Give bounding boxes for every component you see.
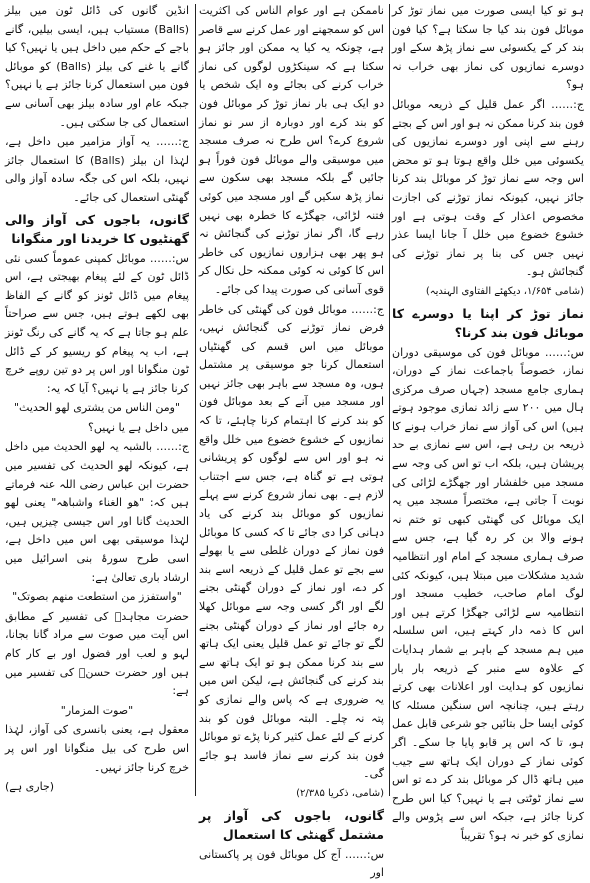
paragraph: میں داخل ہے یا نہیں؟ bbox=[88, 420, 189, 434]
paragraph: حضرت مجاہدؒ کی تفسیر کے مطابق اس آیت میں صوت سے مراد گانا بجانا، لہو و لعب اور فضول اور بے کار کام ہیں اور حضرت حسنؓ کی تفسیر میں ہے: bbox=[5, 609, 189, 698]
paragraph: ہو تو کیا ایسی صورت میں نماز توڑ کر موبائل فون بند کیا جا سکتا ہے؟ کیا فون بند کر کے یکسوئی سے نماز پڑھ سکے اور دوسرے نمازیوں کی نماز بھی خراب نہ ہو؟ bbox=[392, 4, 584, 92]
paragraph: معقول ہے، یعنی بانسری کی آواز، لہٰذا اس طرح کی بیل منگوانا اور اس پر خرچ کرنا جائز نہیں۔ bbox=[5, 723, 189, 774]
column-divider bbox=[195, 4, 196, 796]
column-right bbox=[389, 2, 587, 842]
paragraph: ناممکن ہے اور عوام الناس کی اکثریت اس کو سمجھنے اور عمل کرنے سے قاصر ہے، چونکہ یہ کیا یہ ممکن اور جائز ہو سکتا ہے کہ سینکڑوں لوگوں کی نماز خراب کرنے کی بجائے وہ ایک شخص یا دو ایک ہی بار نماز توڑ کر موبائل فون کو بند کرے اور دوبارہ از سر نو نماز شروع کرے؟ اس طرح نہ صرف مسجد میں موسیقی والے موبائل فون فوراً ہو جائیں گے بلکہ مسجد بھی سکون سے نماز پڑھ سکیں گے اور مسجد میں کوئی فتنہ لڑائی، جھگڑے کا خطرہ بھی نہیں رہے گا، اگر نماز توڑنے کی گنجائش نہ ہو پھر بھی ہزاروں نمازیوں کی خاطر اس کا کوئی نہ کوئی ممکنہ حل نکال کر قوی آسانی کی صورت پیدا کی جائے۔ bbox=[199, 4, 384, 296]
column-middle bbox=[196, 2, 387, 880]
quranic-verse: "واستفزز من استطعت منھم بصوتک" bbox=[12, 590, 182, 604]
column-left bbox=[2, 2, 192, 798]
question-paragraph: انڈین گانوں کی ڈائل ٹون میں بیلز (Balls) مستیاب ہیں، ایسی بیلیں، گانے باجے کے حکم میں داخل ہیں یا نہیں؟ کیا گانے یا غنے کی بیلز (Balls) کو موبائل فون میں استعمال کرنا جائز ہے یا نہیں؟ جبکہ عام اور سادہ بیلز بھی آسانی سے استعمال کی جا سکتی ہیں۔ bbox=[5, 4, 189, 129]
quranic-verse: "ومن الناس من یشتری لھو الحدیث" bbox=[13, 401, 181, 415]
section-heading: نماز توڑ کر اپنا یا دوسرے کا موبائل فون بند کرنا؟ bbox=[392, 305, 584, 340]
reference: (شامی، ذکریا ۲/۳۸۵) bbox=[296, 787, 384, 799]
quranic-verse: "صوت المزمار" bbox=[60, 703, 134, 717]
section-heading: گانوں، باجوں کی آواز والی گھنٹیوں کا خریدنا اور منگوانا bbox=[5, 211, 189, 246]
answer-paragraph: ج:…… یہ آواز مزامیر میں داخل ہے، لہٰذا ان بیلز (Balls) کا استعمال جائز نہیں، بلکہ اس کی جگہ سادہ آواز والی گھنٹی استعمال کی جائے۔ bbox=[5, 135, 189, 204]
question-paragraph: س:…… موبائل فون کی موسیقی دوران نماز، خصوصاً باجماعت نماز کے دوران، ہماری جامع مسجد (جہاں صرف مرکزی ہال میں ۲۰۰ سے زائد نمازی موجود ہوتے ہیں) اس کی آواز سے نماز خراب ہونے کا ذریعہ بن رہی ہے، اس سے نمازی بے حد پریشان ہیں، بلکہ اب تو اس کی وجہ سے مسجد میں خلفشار اور جھگڑے لڑائی کی نوبت آ جاتی ہے، مختصراً مسجد میں یہ ایک موبائل کی گھنٹی کبھی تو ختم نہ ہونے والا بن کر رہ گیا ہے، جس سے صرف ہماری مسجد کے امام اور انتظامیہ شدید مشکلات میں مبتلا ہیں، کیونکہ کئی لوگ امام صاحب، خطیب مسجد اور انتظامیہ سے لڑائی جھگڑا کرتے ہیں اور اس کا ذمہ دار کہتے ہیں، اس سلسلہ میں ہم مسجد کے باہر بے شمار ہدایات کے علاوہ سے منبر کے ذریعہ بار بار نمازیوں کو ہدایت اور اعلانات بھی کرتے رہتے ہیں، چنانچہ اس سنگین مسئلہ کا کوئی ایسا حل بتائیں جو شرعی قابل عمل ہو، تا کہ اس پر قابو پایا جا سکے۔ اگر کوئی نماز کے دوران ایک ہاتھ سے جیب میں ہاتھ ڈال کر موبائل بند کر دے تو اس سے نماز ٹوٹتی ہے یا نہیں؟ کیا اس طرح کرنا جائز ہے، جبکہ اس سے پڑوس والے نمازی کو خبر نہ ہو؟ تقریباً bbox=[392, 345, 584, 842]
continued-note: (جاری ہے) bbox=[5, 780, 55, 794]
answer-paragraph: ج:…… اگر عمل قلیل کے ذریعہ موبائل فون بند کرنا ممکن نہ ہو اور اس کے بجتے رہنے سے اپنی اور دوسرے نمازیوں کی یکسوئی میں خلل واقع ہوتا ہو تو محض اس وجہ سے نماز توڑ کر موبائل بند کرنا جائز نہیں، کیونکہ نماز توڑنے کی اجازت مخصوص اعذار کے وقت ہوتی ہے اور خشوع خضوع میں خلل آ جانا ایسا عذر نہیں جس کی بنا پر نماز توڑنے کی گنجائش ہو۔ bbox=[392, 97, 584, 279]
question-paragraph: س:…… موبائل کمپنی عموماً کسی نئی ڈائل ٹون کے لئے پیغام بھیجتی ہے، اس پیغام میں ڈائل ٹونز کو گانے کے الفاظ بھی لکھے ہوتے ہیں، جس سے صراحتاً علم ہو جاتا ہے کہ یہ گانے کی رنگ ٹونز ہے، اب یہ پیغام کو ریسیو کر کے ڈائل ٹون منگوانا اور اس پر دو تین روپے خرچ کرنا جائز ہے یا نہیں؟ آیا کہ یہ: bbox=[5, 251, 189, 395]
answer-paragraph: ج:…… بالشبہ یہ لھو الحدیث میں داخل ہے، کیونکہ لھو الحدیث کی تفسیر میں حضرت ابن عباس رضی اللہ عنہ فرماتے ہیں کہ: "ھو الغناء واشباھہ" یعنی لھو الحدیث گانا اور اس جیسی چیزیں ہیں، لہٰذا موسیقی بھی اس میں داخل ہے، اسی طرح سورۂ بنی اسرائیل میں ارشاد باری تعالیٰ ہے: bbox=[5, 440, 189, 584]
section-heading: گانوں، باجوں کی آواز پر مشتمل گھنٹی کا استعمال bbox=[199, 807, 384, 842]
column-divider bbox=[389, 4, 390, 796]
question-paragraph: س:…… آج کل موبائل فون پر پاکستانی اور bbox=[199, 847, 384, 880]
answer-paragraph: ج:…… موبائل فون کی گھنٹی کی خاطر فرض نماز توڑنے کی گنجائش نہیں، موبائل میں اس قسم کی گھنٹیاں استعمال کرنا جو موسیقی پر مشتمل ہوں، وہ مسجد سے باہر بھی جائز نہیں اور مسجد میں آنے کے بعد موبائل فون کو بند کرنے کا اہتمام کرنا چاہئے، تا کہ نمازیوں کے خشوع خضوع میں خلل واقع نہ ہو اور اس سے لوگوں کو پریشانی ہوتی ہے تو گناہ ہے، جس سے اجتناب لازم ہے۔ بھی نماز شروع کرنے سے پہلے نمازیوں کو موبائل بند کرنے کی یاد دہانی کرا دی جائے تا کہ کسی کا موبائل فون نماز کے دوران غلطی سے یا بھولے سے بجے تو عمل قلیل کے ذریعہ اسے بند کر دے، اور نماز کے دوران گھنٹی بجنے لگے اور اگر کسی وجہ سے موبائل کھلا رہ جائے اور نماز کے دوران گھنٹی بجنے لگے تو جائے تو عمل قلیل یعنی ایک ہاتھ سے بند کرنا ممکن ہو تو ایک ہاتھ سے بند کرنے کی گنجائش ہے، لیکن اس میں یہ ضروری ہے کہ پاس والے نمازی کو پتہ نہ چلے۔ البتہ موبائل فون کو بند کرنے کے لئے عمل کثیر کرنا پڑے تو موبائل فون بند کرنے سے نماز فاسد ہو جائے گی۔ bbox=[199, 302, 384, 781]
reference: (شامی ۱/۶۵۴، دیکھئے الفتاوی الہندیہ) bbox=[425, 285, 584, 297]
